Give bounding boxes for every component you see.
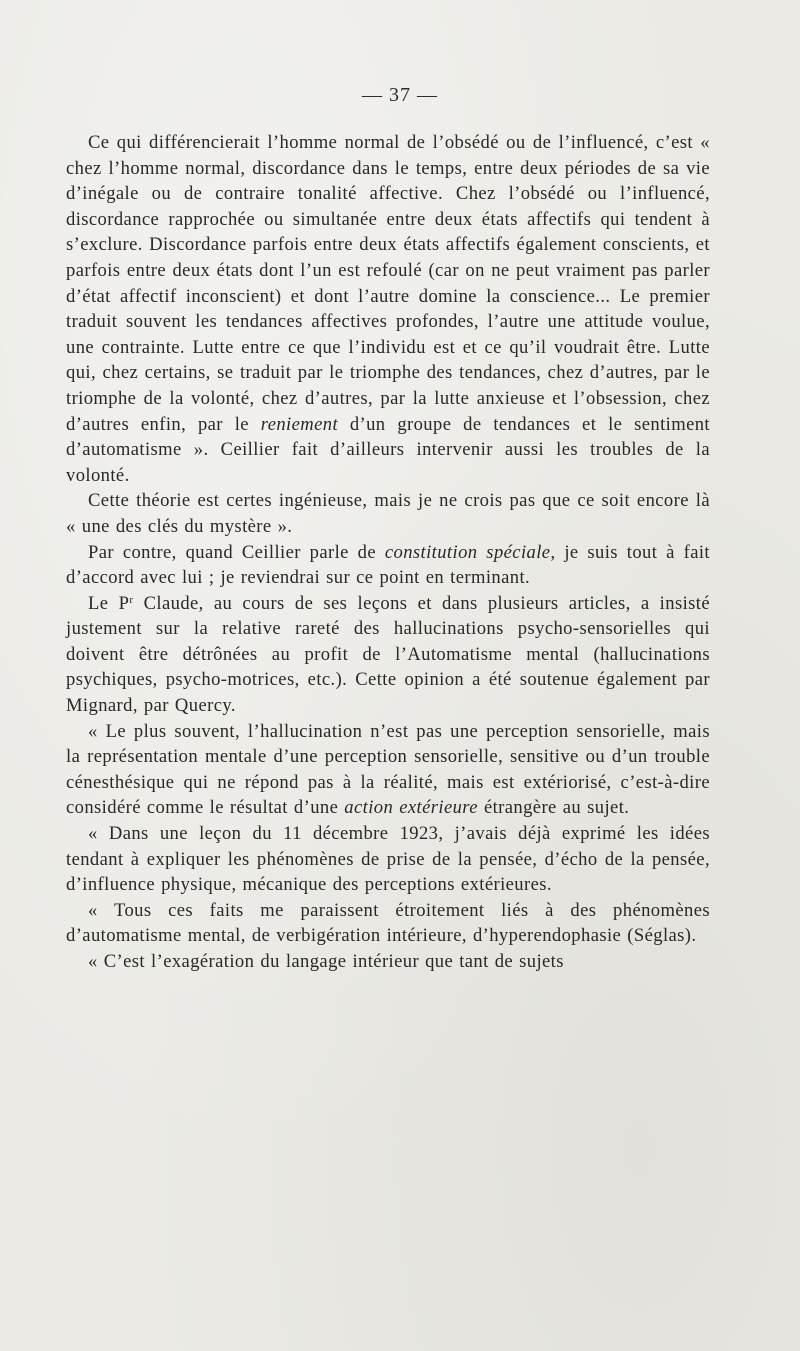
paragraph-6: « Dans une leçon du 11 décembre 1923, j’avais déjà exprimé les idées tendant à expliquer les phénomènes de prise de la pensée, d’écho de la pensée, d’influence physique, mécanique des perceptions extérieures.	[66, 823, 710, 896]
superscript: r	[129, 593, 134, 606]
paragraph-1: Ce qui différencierait l’homme normal de l’obsédé ou de l’influencé, c’est « chez l’homme normal, discordance dans le temps, entre deux périodes de sa vie d’inégale ou de contraire tonalité affective. Chez l’obsédé ou l’influencé, discordance rapprochée ou simultanée entre deux états affectifs qui tendent à s’exclure. Discordance parfois entre deux états affectifs également conscients, et parfois entre deux états dont l’un est refoulé (car on ne peut vraiment pas parler d’état affectif inconscient) et dont l’autre domine la conscience... Le premier traduit souvent les tendances affectives profondes, l’autre une attitude voulue, une contrainte. Lutte entre ce que l’individu est et ce qu’il voudrait être. Lutte qui, chez certains, se traduit par le triomphe des tendances, chez d’autres, par le triomphe de la volonté, chez d’autres, par la lutte anxieuse et l’obsession, chez d’autres enfin, par le reniement d’un groupe de tendances et le sentiment d’automatisme ». Ceillier fait d’ailleurs intervenir aussi les troubles de la volonté.	[66, 132, 710, 486]
paragraph-2: Cette théorie est certes ingénieuse, mais je ne crois pas que ce soit encore là « une des clés du mystère ».	[66, 490, 710, 537]
paragraph-4: Le $P^r$ Claude, au cours de ses leçons et dans plusieurs articles, a insisté justement sur la relative rareté des hallucinations psycho-sensorielles qui doivent être détrônées au profit de l’Automatisme mental (hallucinations psychiques, psycho-motrices, etc.). Cette opinion a été soutenue également par Mignard, par Quercy.	[66, 592, 711, 717]
paragraph-8: « C’est l’exagération du langage intérieur que tant de sujets	[88, 951, 564, 972]
italic-term: action extérieure	[344, 797, 478, 819]
paragraph-7: « Tous ces faits me paraissent étroitement liés à des phénomènes d’automatisme mental, de verbigération intérieure, d’hyperendophasie (Séglas).	[66, 899, 710, 947]
italic-term: constitution spéciale	[384, 541, 551, 563]
page-number: — 37 —	[362, 84, 438, 106]
paragraph-3: Par contre, quand Ceillier parle de constitution spéciale, je suis tout à fait d’accord avec lui ; je reviendrai sur ce point en terminant.	[66, 541, 710, 589]
body-text	[66, 130, 710, 975]
paragraph-5: « Le plus souvent, l’hallucination n’est pas une perception sensorielle, mais la représentation mentale d’une perception sensorielle, sensitive ou d’un trouble cénesthésique qui ne répond pas à la réalité, mais est extériorisé, c’est-à-dire considéré comme le résultat d’une action extérieure étrangère au sujet.	[66, 720, 710, 819]
italic-term: reniement	[260, 413, 339, 435]
